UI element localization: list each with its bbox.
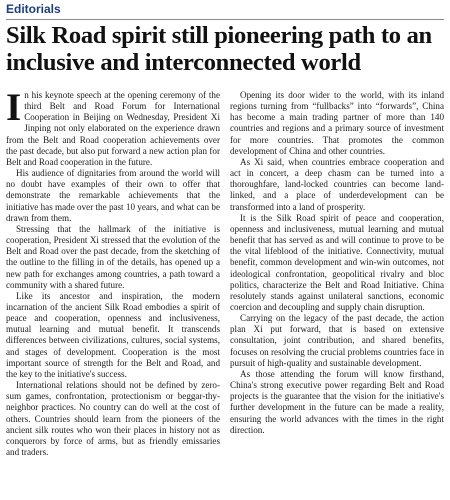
paragraph: As those attending the forum will know firsthand, China's strong executive power regarding Belt and Road projects is the guarantee that the vision for the initiative's further development in the future can be made a reality, ensuring the world advances with the times in the right direction. [230,368,444,435]
section-label: Editorials [6,2,61,16]
section-divider [6,19,444,20]
headline: Silk Road spirit still pioneering path to an inclusive and interconnected world [6,22,432,76]
paragraph: It is the Silk Road spirit of peace and cooperation, openness and inclusiveness, mutual learning and mutual benefit that has served as and will continue to prove to be the vital lifeblood of the initiative. Connectivity, mutual benefit, common development and win-win outcomes, not ideological confrontation, geopolitical rivalry and bloc politics, characterize the Belt and Road Initiative. China resolutely stands against unilateral sanctions, economic coercion and decoupling and supply chain disruption. [230,212,444,312]
paragraph: International relations should not be defined by zero-sum games, confrontation, protectionism or beggar-thy-neighbor practices. No country can do well at the cost of others. Countries should learn from the pioneers of the ancient silk routes who won their places in history not as conquerors by force of arms, but as friendly emissaries and traders. [6,380,220,457]
right-column [230,90,444,498]
drop-cap: I [6,90,22,129]
paragraph: His audience of dignitaries from around the world will no doubt have examples of their own to offer that demonstrate the remarkable achievements that the initiative has made over the past 10 years, and what can be drawn from them. [6,168,220,223]
article-body [6,90,444,498]
paragraph: Opening its door wider to the world, with its inland regions turning from “fullbacks” into “forwards”, China has become a main trading partner of more than 140 countries and regions and a primary source of investment for more countries. That promotes the common development of China and other countries. [230,90,444,156]
paragraph: Stressing that the hallmark of the initiative is cooperation, President Xi stressed that the evolution of the Belt and Road over the past decade, from the sketching of the outline to the filling in of the details, has opened up a new path for exchanges among countries, a path toward a community with a shared future. [6,223,220,290]
paragraph: As Xi said, when countries embrace cooperation and act in concert, a deep chasm can be turned into a thoroughfare, land-locked countries can become land-linked, and a place of underdevelopment can be transformed into a land of prosperity. [230,156,444,212]
paragraph: Carrying on the legacy of the past decade, the action plan Xi put forward, that is based on extensive consultation, joint contribution, and shared benefits, focuses on resolving the crucial problems countries face in pursuit of high-quality and sustainable development. [230,313,444,368]
left-column [6,90,220,498]
paragraph: In his keynote speech at the opening ceremony of the third Belt and Road Forum for International Cooperation in Beijing on Wednesday, President Xi Jinping not only elaborated on the experience drawn from the Belt and Road cooperation achievements over the past decade, but also put forward a new action plan for Belt and Road cooperation in the future. [6,90,220,167]
paragraph: Like its ancestor and inspiration, the modern incarnation of the ancient Silk Road embodies a spirit of peace and cooperation, openness and inclusiveness, mutual learning and mutual benefit. It transcends differences between civilizations, cultures, social systems, and stages of development. Cooperation is the most important source of strength for the Belt and Road, and the key to the initiative's success. [6,290,220,379]
